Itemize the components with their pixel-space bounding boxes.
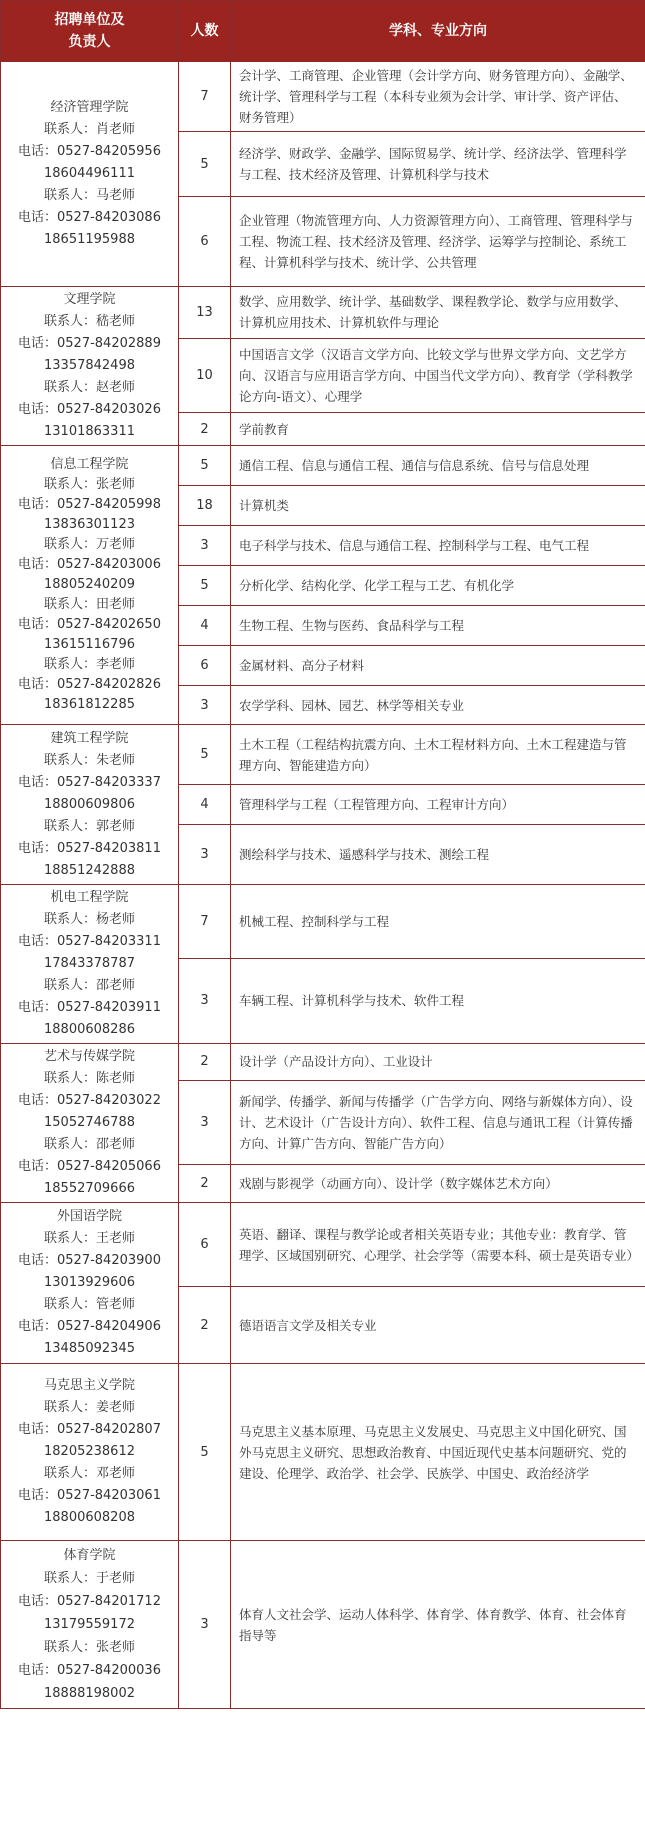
headcount-cell: 6 <box>179 646 231 686</box>
unit-name: 外国语学院 <box>56 1209 122 1224</box>
headcount-cell: 3 <box>179 526 231 566</box>
headcount-cell: 5 <box>179 446 231 486</box>
subjects-cell: 会计学、工商管理、企业管理（会计学方向、财务管理方向）、金融学、统计学、管理科学与工程（本科专业须为会计学、审计学、资产评估、财务管理） <box>231 62 645 132</box>
unit-contact-line: 联系人：于老师 <box>43 1571 135 1586</box>
unit-contact-line: 联系人：邵老师 <box>43 1137 135 1152</box>
unit-contact-line: 电话：0527-84205066 <box>18 1159 161 1174</box>
unit-contact-line: 电话：0527-84203086 <box>18 210 161 225</box>
unit-name: 体育学院 <box>63 1548 116 1563</box>
headcount-cell: 13 <box>179 287 231 339</box>
unit-contact-line: 联系人：邓老师 <box>43 1466 135 1481</box>
headcount-cell: 3 <box>179 825 231 885</box>
headcount-cell: 6 <box>179 197 231 287</box>
unit-contact-line: 13179559172 <box>44 1617 135 1632</box>
header-count: 人数 <box>179 1 231 62</box>
unit-name: 机电工程学院 <box>50 890 129 905</box>
headcount-cell: 3 <box>179 686 231 725</box>
headcount-cell: 4 <box>179 606 231 646</box>
headcount-cell: 5 <box>179 725 231 785</box>
recruiting-unit-cell <box>1 1044 179 1203</box>
headcount-cell: 5 <box>179 132 231 197</box>
unit-contact-line: 13485092345 <box>44 1341 135 1356</box>
unit-contact-line: 联系人：杨老师 <box>43 912 135 927</box>
headcount-cell: 7 <box>179 62 231 132</box>
subjects-cell: 设计学（产品设计方向）、工业设计 <box>231 1044 645 1081</box>
subjects-cell: 管理科学与工程（工程管理方向、工程审计方向） <box>231 785 645 825</box>
recruiting-unit-cell <box>1 885 179 1044</box>
headcount-cell: 4 <box>179 785 231 825</box>
header-unit-label: 招聘单位及负责人 <box>54 12 125 50</box>
unit-contact-line: 15052746788 <box>44 1115 135 1130</box>
unit-contact-line: 联系人：肖老师 <box>43 122 135 137</box>
headcount-cell: 2 <box>179 1164 231 1202</box>
table-row <box>1 885 645 959</box>
unit-name: 信息工程学院 <box>50 457 129 472</box>
headcount-cell: 3 <box>179 958 231 1043</box>
unit-contact-line: 联系人：管老师 <box>43 1297 135 1312</box>
recruiting-unit-cell <box>1 287 179 446</box>
unit-contact-line: 电话：0527-84203900 <box>18 1253 161 1268</box>
unit-contact-line: 电话：0527-84202826 <box>18 677 161 692</box>
unit-contact-line: 18851242888 <box>44 862 135 878</box>
subjects-cell: 戏剧与影视学（动画方向）、设计学（数字媒体艺术方向） <box>231 1164 645 1202</box>
header-subjects: 学科、专业方向 <box>231 1 645 62</box>
unit-contact-line: 联系人：邵老师 <box>43 978 135 993</box>
subjects-cell: 农学学科、园林、园艺、林学等相关专业 <box>231 686 645 725</box>
unit-contact-line: 18651195988 <box>44 232 135 247</box>
unit-contact-line: 电话：0527-84202650 <box>18 617 161 632</box>
headcount-cell: 18 <box>179 486 231 526</box>
unit-name: 建筑工程学院 <box>50 730 129 746</box>
unit-contact-line: 电话：0527-84203026 <box>18 402 161 417</box>
headcount-cell: 5 <box>179 1364 231 1541</box>
unit-contact-line: 18888198002 <box>44 1686 135 1701</box>
table-row <box>1 1364 645 1541</box>
unit-name: 马克思主义学院 <box>43 1378 135 1393</box>
headcount-cell: 6 <box>179 1203 231 1287</box>
unit-contact-line: 联系人：陈老师 <box>43 1071 135 1086</box>
subjects-cell: 电子科学与技术、信息与通信工程、控制科学与工程、电气工程 <box>231 526 645 566</box>
unit-contact-line: 联系人：田老师 <box>43 597 135 612</box>
subjects-cell: 德语语言文学及相关专业 <box>231 1287 645 1364</box>
headcount-cell: 3 <box>179 1080 231 1164</box>
header-unit <box>1 1 179 62</box>
subjects-cell: 数学、应用数学、统计学、基础数学、课程教学论、数学与应用数学、计算机应用技术、计算机软件与理论 <box>231 287 645 339</box>
table-row <box>1 446 645 486</box>
unit-contact-line: 电话：0527-84203006 <box>18 557 161 572</box>
subjects-cell: 体育人文社会学、运动人体科学、体育学、体育教学、体育、社会体育指导等 <box>231 1541 645 1709</box>
table-row <box>1 725 645 785</box>
unit-contact-line: 联系人：嵇老师 <box>43 314 135 329</box>
table-body <box>1 62 645 1709</box>
table-header-row <box>1 1 645 62</box>
unit-contact-line: 电话：0527-84204906 <box>18 1319 161 1334</box>
unit-contact-line: 13357842498 <box>44 358 135 373</box>
unit-contact-line: 电话：0527-84203911 <box>18 1000 161 1015</box>
table-row <box>1 1044 645 1081</box>
subjects-cell: 新闻学、传播学、新闻与传播学（广告学方向、网络与新媒体方向）、设计、艺术设计（广告设计方向）、软件工程、信息与通讯工程（计算传播方向、计算广告方向、智能广告方向） <box>231 1080 645 1164</box>
recruiting-unit-cell <box>1 62 179 287</box>
subjects-cell: 计算机类 <box>231 486 645 526</box>
recruiting-unit-cell <box>1 1203 179 1364</box>
unit-contact-line: 电话：0527-84202889 <box>18 336 161 351</box>
headcount-cell: 2 <box>179 413 231 446</box>
unit-contact-line: 联系人：王老师 <box>43 1231 135 1246</box>
unit-contact-line: 13615116796 <box>44 637 135 652</box>
unit-contact-line: 13013929606 <box>44 1275 135 1290</box>
subjects-cell: 英语、翻译、课程与教学论或者相关英语专业；其他专业：教育学、管理学、区域国别研究、心理学、社会学等（需要本科、硕士是英语专业） <box>231 1203 645 1287</box>
headcount-cell: 2 <box>179 1044 231 1081</box>
unit-contact-line: 联系人：张老师 <box>43 477 135 492</box>
unit-contact-line: 联系人：张老师 <box>43 1640 135 1655</box>
unit-contact-line: 联系人：赵老师 <box>43 380 135 395</box>
unit-contact-line: 电话：0527-84202807 <box>18 1422 161 1437</box>
recruiting-unit-cell <box>1 446 179 725</box>
unit-contact-line: 18800608208 <box>44 1510 135 1525</box>
table-row <box>1 62 645 132</box>
table-row <box>1 1541 645 1709</box>
headcount-cell: 3 <box>179 1541 231 1709</box>
subjects-cell: 马克思主义基本原理、马克思主义发展史、马克思主义中国化研究、国外马克思主义研究、思想政治教育、中国近现代史基本问题研究、党的建设、伦理学、政治学、社会学、民族学、中国史、政治经济学 <box>231 1364 645 1541</box>
unit-name: 艺术与传媒学院 <box>43 1049 135 1064</box>
unit-contact-line: 联系人：姜老师 <box>43 1400 135 1415</box>
subjects-cell: 企业管理（物流管理方向、人力资源管理方向）、工商管理、管理科学与工程、物流工程、技术经济及管理、经济学、运筹学与控制论、系统工程、计算机科学与技术、统计学、公共管理 <box>231 197 645 287</box>
headcount-cell: 7 <box>179 885 231 959</box>
unit-contact-line: 电话：0527-84203337 <box>18 774 161 790</box>
unit-contact-line: 电话：0527-84203022 <box>18 1093 161 1108</box>
unit-contact-line: 电话：0527-84203311 <box>18 934 161 949</box>
recruiting-unit-cell <box>1 725 179 885</box>
subjects-cell: 生物工程、生物与医药、食品科学与工程 <box>231 606 645 646</box>
unit-contact-line: 18604496111 <box>44 166 135 181</box>
unit-contact-line: 18800608286 <box>44 1022 135 1037</box>
unit-contact-line: 联系人：马老师 <box>43 188 135 203</box>
unit-contact-line: 电话：0527-84203811 <box>18 840 161 856</box>
unit-contact-line: 电话：0527-84200036 <box>18 1663 161 1678</box>
unit-contact-line: 联系人：万老师 <box>43 537 135 552</box>
table-row <box>1 287 645 339</box>
subjects-cell: 测绘科学与技术、遥感科学与技术、测绘工程 <box>231 825 645 885</box>
subjects-cell: 中国语言文学（汉语言文学方向、比较文学与世界文学方向、文艺学方向、汉语言与应用语言学方向、中国当代文学方向）、教育学（学科教学论方向-语文）、心理学 <box>231 338 645 413</box>
unit-contact-line: 联系人：朱老师 <box>43 752 135 768</box>
subjects-cell: 车辆工程、计算机科学与技术、软件工程 <box>231 958 645 1043</box>
unit-contact-line: 18205238612 <box>44 1444 135 1459</box>
unit-name: 经济管理学院 <box>50 100 129 115</box>
subjects-cell: 机械工程、控制科学与工程 <box>231 885 645 959</box>
subjects-cell: 经济学、财政学、金融学、国际贸易学、统计学、经济法学、管理科学与工程、技术经济及管理、计算机科学与技术 <box>231 132 645 197</box>
unit-contact-line: 13101863311 <box>44 424 135 439</box>
unit-contact-line: 联系人：李老师 <box>43 657 135 672</box>
unit-contact-line: 13836301123 <box>44 517 135 532</box>
subjects-cell: 分析化学、结构化学、化学工程与工艺、有机化学 <box>231 566 645 606</box>
recruiting-unit-cell <box>1 1364 179 1541</box>
headcount-cell: 5 <box>179 566 231 606</box>
unit-name: 文理学院 <box>63 292 116 307</box>
table-row <box>1 1203 645 1287</box>
unit-contact-line: 18805240209 <box>44 577 135 592</box>
unit-contact-line: 电话：0527-84201712 <box>18 1594 161 1609</box>
headcount-cell: 10 <box>179 338 231 413</box>
unit-contact-line: 联系人：郭老师 <box>43 818 135 834</box>
subjects-cell: 土木工程（工程结构抗震方向、土木工程材料方向、土木工程建造与管理方向、智能建造方向） <box>231 725 645 785</box>
headcount-cell: 2 <box>179 1287 231 1364</box>
subjects-cell: 学前教育 <box>231 413 645 446</box>
recruiting-unit-cell <box>1 1541 179 1709</box>
unit-contact-line: 电话：0527-84205956 <box>18 144 161 159</box>
unit-contact-line: 电话：0527-84205998 <box>18 497 161 512</box>
unit-contact-line: 18552709666 <box>44 1181 135 1196</box>
unit-contact-line: 18361812285 <box>44 697 135 712</box>
unit-contact-line: 18800609806 <box>44 796 135 812</box>
subjects-cell: 金属材料、高分子材料 <box>231 646 645 686</box>
subjects-cell: 通信工程、信息与通信工程、通信与信息系统、信号与信息处理 <box>231 446 645 486</box>
unit-contact-line: 17843378787 <box>44 956 135 971</box>
unit-contact-line: 电话：0527-84203061 <box>18 1488 161 1503</box>
